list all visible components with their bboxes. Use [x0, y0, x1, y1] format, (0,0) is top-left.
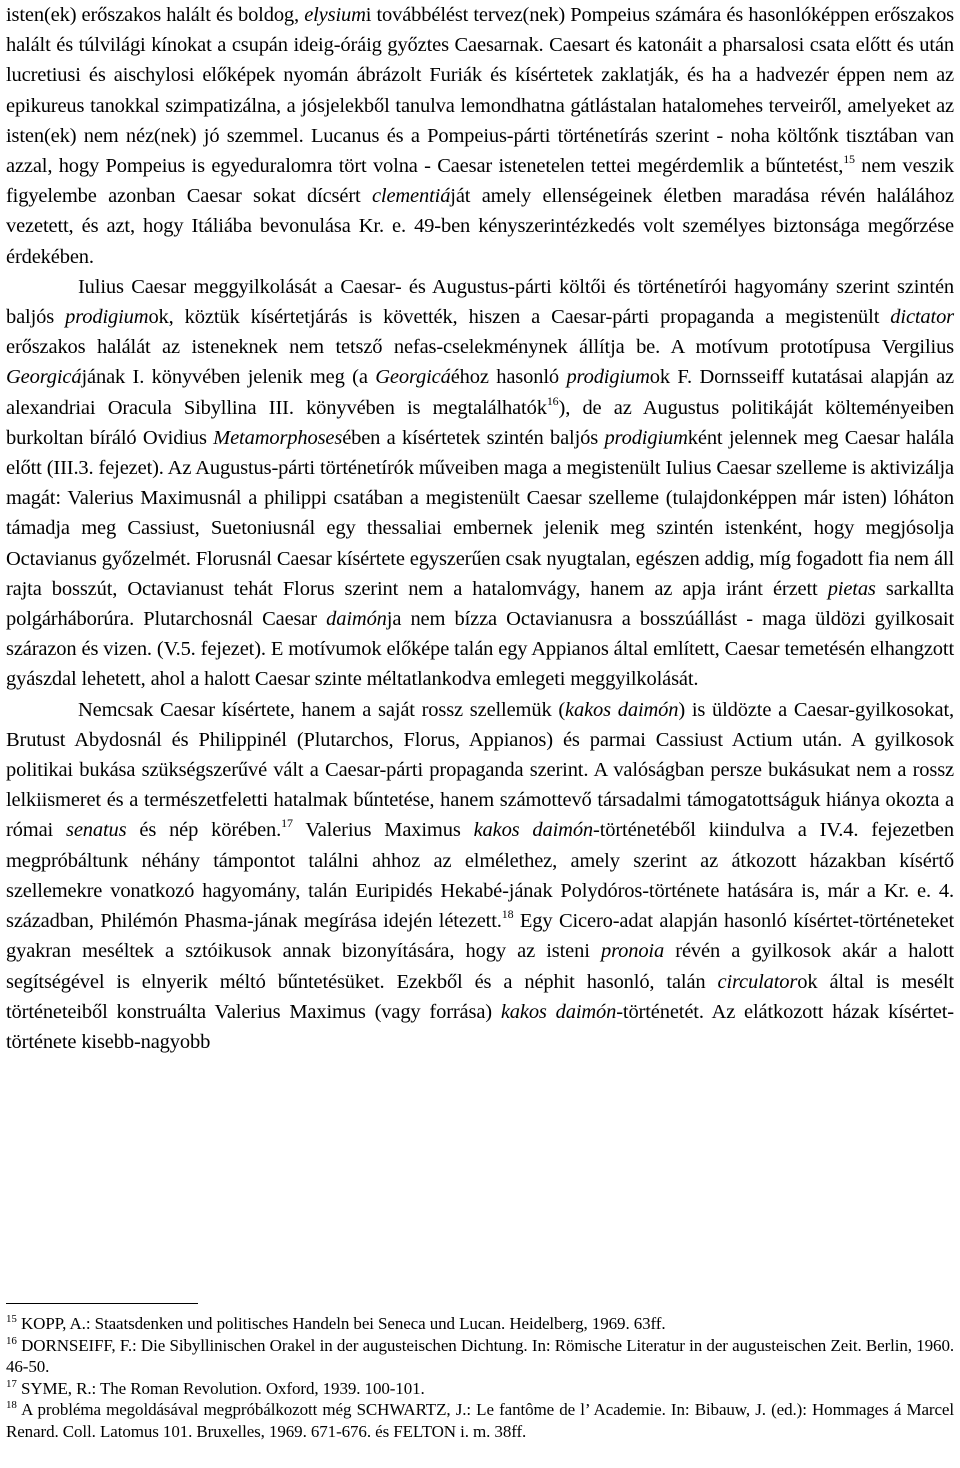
- text-run: ), de az Augustus politikáját költeményeiben burkoltan bíráló Ovidius: [6, 396, 954, 449]
- text-run: i továbbélést tervez(nek) Pompeius számára és hasonlóképpen erőszakos halált és túlvilági kínokat a csupán ideig-óráig győztes Caesarnak. Caesart és katonáit a pharsalosi csata előtt és után lucretiusi és aischylosi előképek nyomán ábrázolt Furiák és kísértetek zaklatják, és ha a hadvezér éppen nem az epikureus tanokkal szimpatizálna, a jósjelekből tanulva lemondhatna gátlástalan hatalomehes terveiről, amelyeket az isten(ek) nem néz(nek) jó szemmel. Lucanus és a Pompeius-párti történetírás szerint - noha költőnk tisztában van azzal, hogy Pompeius is egyeduralomra tört volna - Caesar istenetelen tettei megérdemlik a bűntetést,: [6, 4, 954, 178]
- text-run: erőszakos halálát az isteneknek nem tetsző nefas-cselekménynek állítja be. A motívum prototípusa Vergilius: [6, 336, 954, 359]
- paragraph: [6, 272, 954, 695]
- footnote: [6, 1335, 954, 1378]
- italic-term: Metamorphoses: [213, 426, 343, 449]
- body-text: [6, 0, 954, 1057]
- italic-term: kakos daimón: [473, 819, 594, 842]
- text-run: Valerius Maximus: [292, 819, 474, 842]
- italic-term: elysium: [304, 4, 366, 26]
- text-run: jának I. könyvében jelenik meg (a: [81, 366, 376, 389]
- text-run: ok F. Dornsseiff kutatásai alapján az alexandriai Oracula Sibyllina III. könyvében is megtalálhatók: [6, 366, 954, 419]
- italic-term: kakos daimón: [565, 698, 679, 721]
- footnotes: [6, 1313, 954, 1442]
- text-run: ként jelennek meg Caesar halála előtt (III.3. fejezet). Az Augustus-párti történetírók műveiben maga a megistenült Iulius Caesar szelleme is aktivizálja magát: Valerius Maximusnál a philippi csatában a megistenült Caesar szelleme (tulajdonképpen már isten) lóháton támadja meg Cassiust, Suetoniusnál egy thessaliai embernek jelenik meg szintén istenként, hogy megjósolja Octavianus győzelmét. Florusnál Caesar kísértete egyszerűen csak nyugtalan, egészen addig, míg fogadott fia nem áll rajta bosszút, Octavianust tehát Florus szerint nem a hatalomvágy, hanem az apja iránt érzett: [6, 426, 954, 600]
- text-run: Egy Cicero-adat alapján hasonló kísértet-történeteket gyakran meséltek a sztóikusok annak bizonyítására, hogy az isteni: [6, 910, 954, 963]
- italic-term: Georgicá: [6, 366, 82, 389]
- text-run: éhoz hasonló: [450, 366, 567, 389]
- text-run: és nép körében.: [126, 819, 282, 842]
- text-run: ja nem bízza Octavianusra a bosszúállást - maga üldözi gyilkosait szárazon és vizen. (V.5. fejezet). E motívumok előképe talán egy Appianos által említett, Caesar temetésén elhangzott gyászdal lehetett, ahol a halott Caesar szinte méltatlankodva emlegeti meggyilkolását.: [6, 608, 954, 691]
- text-run: ok, köztük kísértetjárás is követték, hiszen a Caesar-párti propaganda a megistenült: [148, 306, 891, 329]
- footnote-number: 18: [6, 1399, 17, 1411]
- italic-term: kakos daimón: [500, 1000, 617, 1023]
- italic-term: clementiá: [371, 185, 451, 208]
- text-run: Iulius Caesar meggyilkolását a Caesar- és Augustus-párti költői és történetírói hagyomány szerint szintén baljós: [6, 275, 954, 329]
- footnote-number: 16: [6, 1334, 17, 1347]
- footnote-text: A probléma megoldásával megpróbálkozott még SCHWARTZ, J.: Le fantôme de l’ Academie. In: Bibauw, J. (ed.): Hommages á Marcel Renard. Coll. Latomus 101. Bruxelles, 1969. 671-676. és FELTON i. m. 38ff.: [6, 1400, 954, 1441]
- footnote-number: 15: [6, 1313, 17, 1325]
- footnote-text: KOPP, A.: Staatsdenken und politisches Handeln bei Seneca und Lucan. Heidelberg, 1969. 63ff.: [20, 1314, 666, 1333]
- text-run: révén a gyilkosok akár a halott segítségével is elnyerik méltó bűntetésüket. Ezekből és a néphit hasonló, talán: [6, 940, 954, 993]
- italic-term: prodigium: [566, 366, 650, 389]
- footnote-ref: 15: [843, 152, 855, 167]
- text-run: sarkallta polgárháborúra. Plutarchosnál Caesar: [6, 577, 954, 631]
- italic-term: senatus: [66, 819, 127, 842]
- italic-term: dictator: [890, 306, 955, 329]
- footnote-ref: 16: [546, 393, 559, 408]
- text-run: -történetét. Az elátkozott házak kísértet-története kisebb-nagyobb: [6, 1000, 954, 1053]
- text-run: ok által is mesélt történeteiből konstruálta Valerius Maximus (vagy forrása): [6, 970, 954, 1023]
- footnote-ref: 18: [501, 907, 514, 922]
- footnote-text: SYME, R.: The Roman Revolution. Oxford, 1939. 100-101.: [20, 1378, 425, 1398]
- text-run: ját amely ellenségeinek életben maradása révén halálához vezetett, és azt, hogy Itáliába bevonulása Kr. e. 49-ben kényszerintézkedés volt személyes biztonsága megőrzése érdekében.: [6, 185, 954, 268]
- italic-term: pronoia: [600, 940, 665, 963]
- italic-term: prodigium: [604, 426, 688, 449]
- footnote-number: 17: [6, 1377, 17, 1390]
- italic-term: Georgicá: [375, 366, 451, 389]
- text-run: -történetéből kiindulva a IV.4. fejezetben megpróbáltunk néhány támpontot találni ahhoz az elmélethez, amely szerint az átkozott házakban kísértő szellemekre vonatkozó hagyomány, talán Euripidés Hekabé-jának Polydóros-története hatására is, már a Kr. e. 4. században, Philémón Phasma-jának megírása idején létezett.: [6, 819, 954, 933]
- text-run: isten(ek) erőszakos halált és boldog,: [6, 4, 305, 26]
- footnote-separator: [6, 1303, 198, 1304]
- paragraph: [6, 0, 954, 272]
- document-page: [6, 0, 954, 1057]
- footnote-ref: 17: [281, 816, 293, 831]
- italic-term: daimón: [326, 608, 387, 631]
- text-run: nem veszik figyelembe azonban Caesar sokat dícsért: [6, 155, 954, 208]
- italic-term: circulator: [717, 970, 798, 993]
- footnote: [6, 1378, 954, 1400]
- text-run: ében a kísértetek szintén baljós: [342, 426, 605, 449]
- text-run: Nemcsak Caesar kísértete, hanem a saját rossz szellemük (: [78, 698, 566, 721]
- footnote: [6, 1313, 954, 1335]
- italic-term: prodigium: [65, 306, 149, 329]
- footnote-text: DORNSEIFF, F.: Die Sibyllinischen Orakel in der augusteischen Dichtung. In: Römische Literatur in der augusteischen Zeit. Berlin, 1960. 46-50.: [6, 1335, 954, 1376]
- paragraph: [6, 695, 954, 1057]
- italic-term: pietas: [827, 577, 876, 600]
- text-run: ) is üldözte a Caesar-gyilkosokat, Brutust Abydosnál és Philippinél (Plutarchos, Florus, Appianos) és parmai Cassiust Actium után. A gyilkosok politikai bukása szükségszerűvé vált a Caesar-párti propaganda szerint. A valóságban persze bukásukat nem a rossz lelkiismeret és a természetfeletti hatalmak bűntetése, hanem számottevő társadalmi támogatottságuk hiánya okozta a római: [6, 698, 954, 842]
- footnote: [6, 1399, 954, 1442]
